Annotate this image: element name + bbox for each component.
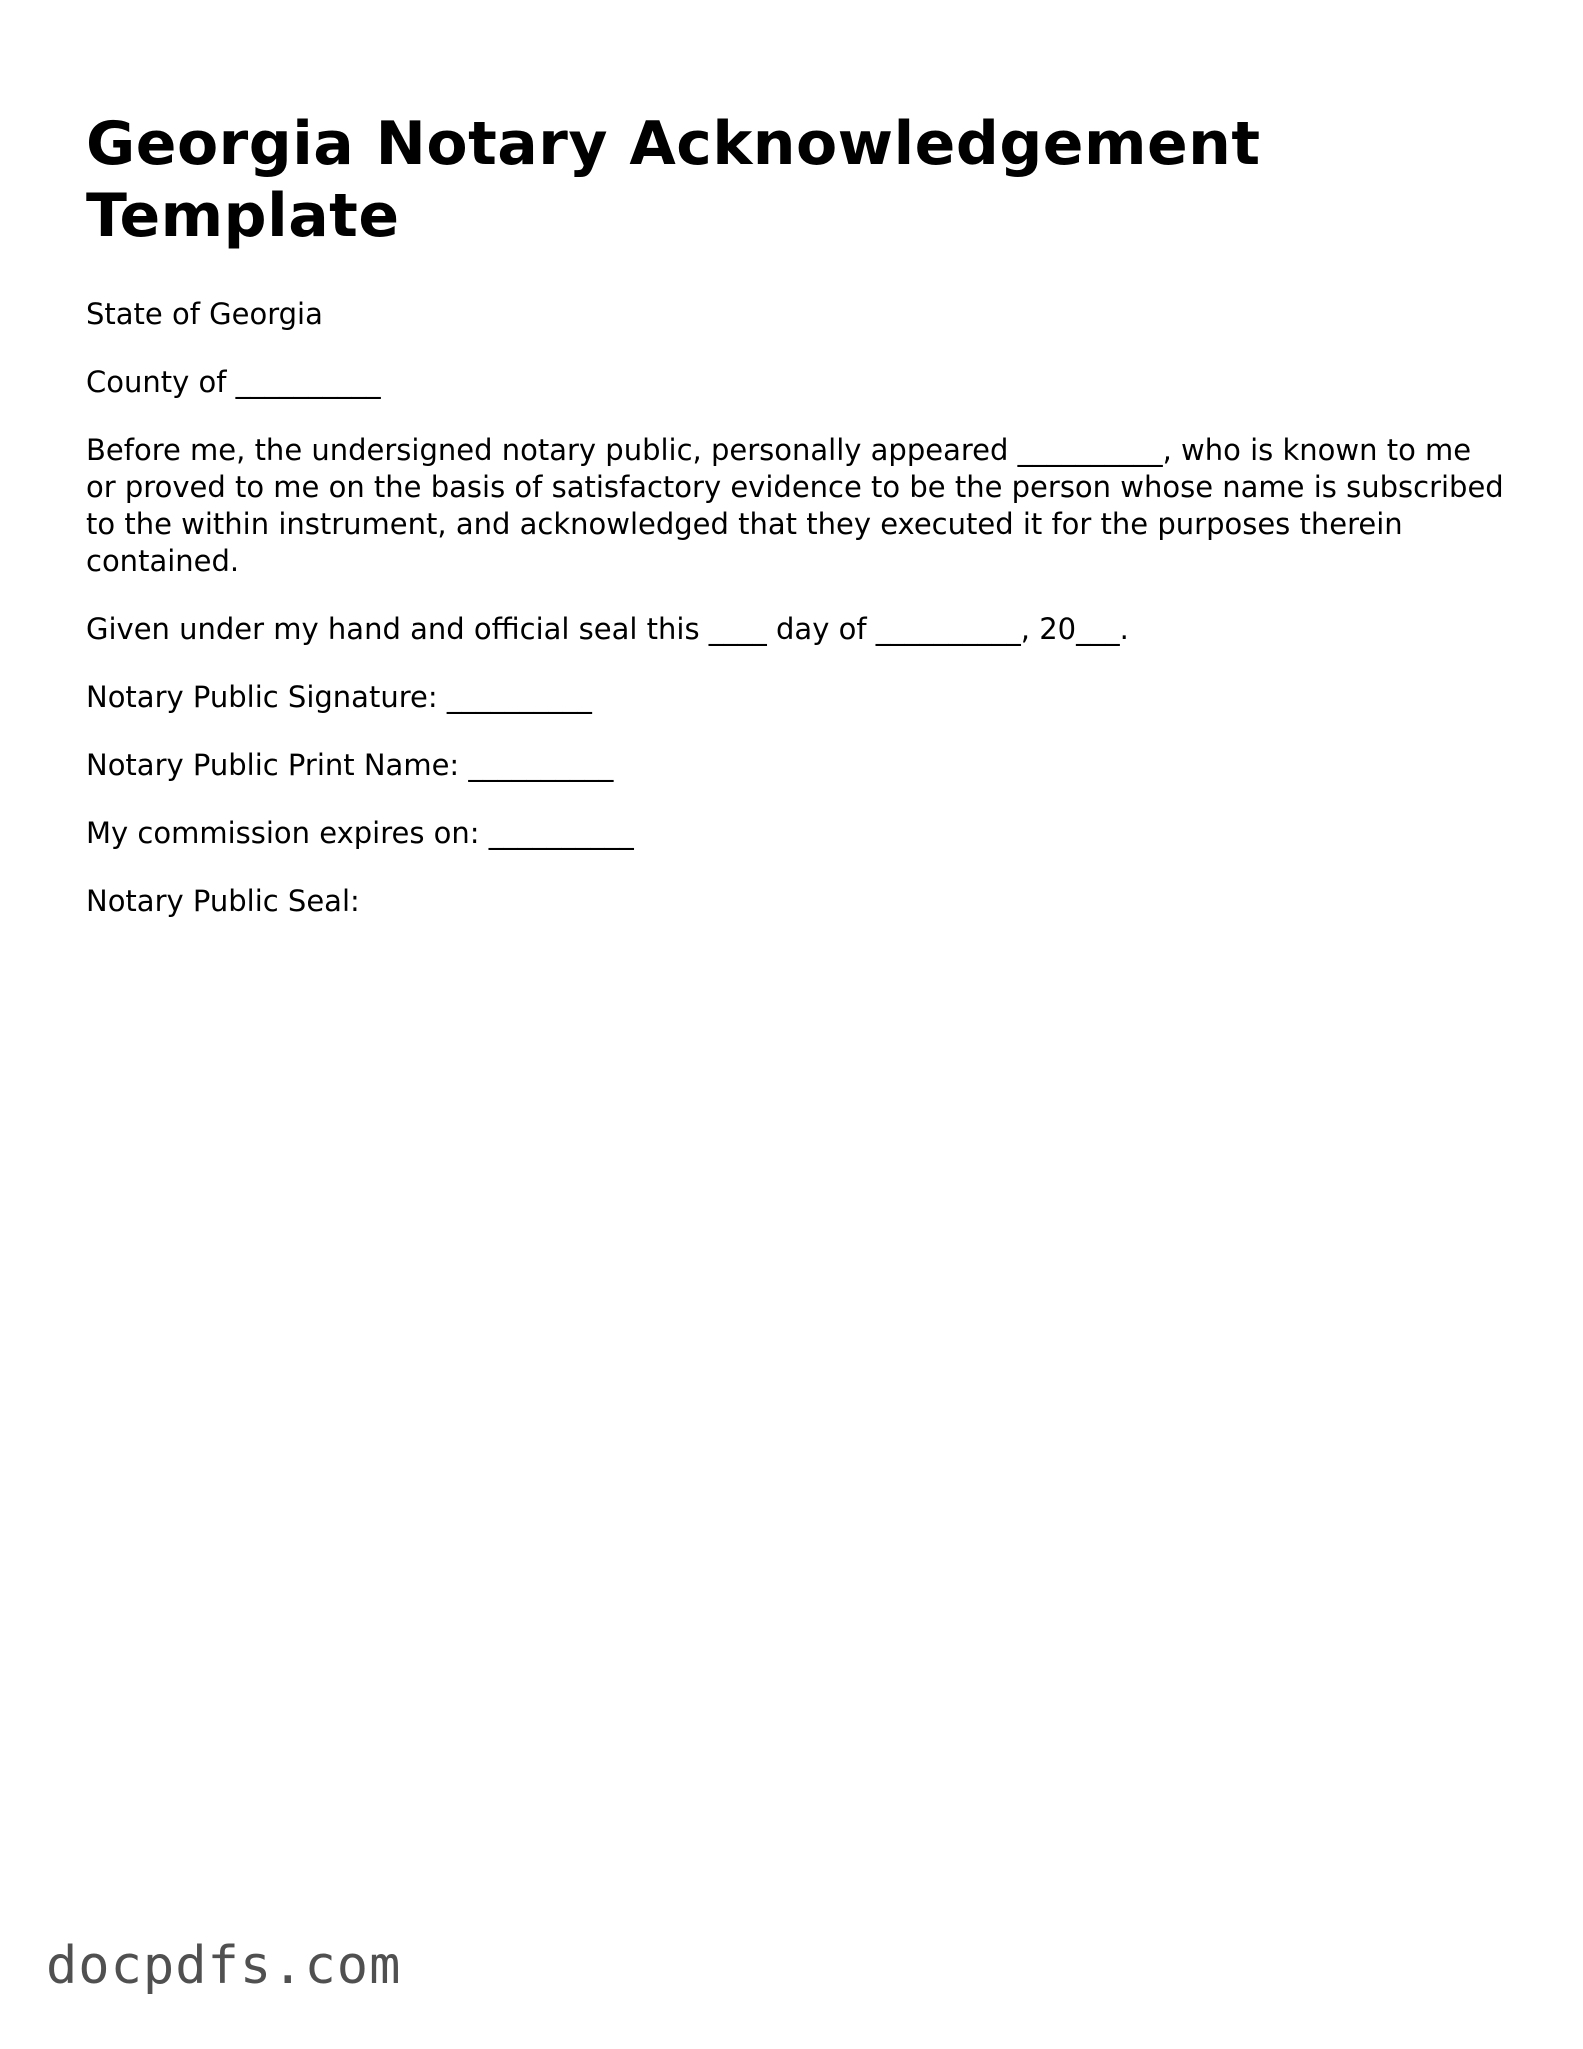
notary-signature-line: Notary Public Signature: __________ [86, 680, 592, 714]
watermark: docpdfs.com [46, 1936, 402, 1996]
county-line: County of __________ [86, 365, 381, 399]
acknowledgement-paragraph: Before me, the undersigned notary public, personally appeared __________, who is known to me or proved to me on the basis of satisfactory evidence to be the person whose name is subscribed to the within instrument, and acknowledged that they executed it for the purposes therein contained. [86, 433, 1504, 578]
commission-expiry-line: My commission expires on: __________ [86, 816, 634, 850]
document-page [86, 108, 1506, 951]
notary-print-name-line: Notary Public Print Name: __________ [86, 748, 614, 782]
state-line: State of Georgia [86, 297, 323, 331]
notary-seal-line: Notary Public Seal: [86, 884, 360, 918]
document-title: Georgia Notary Acknowledgement Template [86, 109, 1261, 251]
given-under-hand-line: Given under my hand and official seal this ____ day of __________, 20___. [86, 612, 1129, 646]
